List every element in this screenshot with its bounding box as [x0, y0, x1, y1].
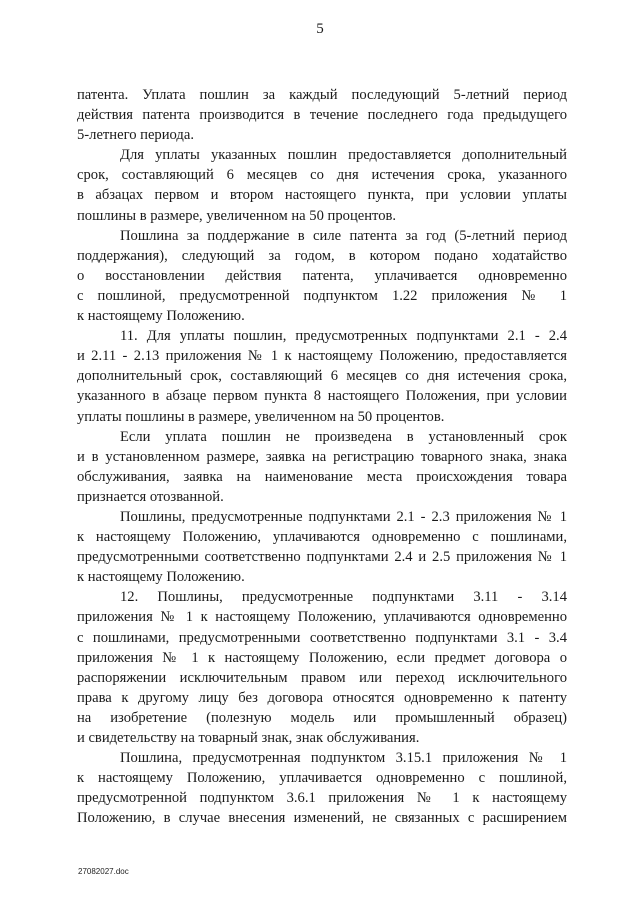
text-line: Положению, в случае внесения изменений, не связанных с расширением — [77, 810, 567, 827]
text-line: дополнительный срок, составляющий 6 месяцев со дня истечения срока, — [77, 368, 567, 385]
text-line: права к другому лицу без договора относятся одновременно к патенту — [77, 689, 567, 706]
paragraph — [77, 145, 567, 225]
text-line: Пошлина за поддержание в силе патента за год (5-летний период — [120, 227, 567, 244]
text-line: с пошлинами, предусмотренными соответственно подпунктами 3.1 - 3.4 — [77, 629, 567, 646]
text-line: обслуживания, заявка на наименование места происхождения товара — [77, 468, 567, 485]
paragraph — [77, 507, 567, 587]
text-line: предусмотренной подпунктом 3.6.1 приложения № 1 к настоящему — [77, 790, 567, 807]
page-number: 5 — [316, 21, 324, 37]
text-line: о восстановлении действия патента, уплачивается одновременно — [77, 267, 567, 284]
text-line: указанного в абзаце первом пункта 8 настоящего Положения, при условии — [77, 388, 567, 405]
text-line: и в установленном размере, заявка на регистрацию товарного знака, знака — [77, 448, 567, 465]
text-line: Пошлины, предусмотренные подпунктами 2.1 - 2.3 приложения № 1 — [120, 508, 567, 525]
text-line: действия патента производится в течение последнего года предыдущего — [77, 107, 567, 124]
text-line: Для уплаты указанных пошлин предоставляется дополнительный — [120, 147, 567, 164]
text-line: к настоящему Положению, уплачиваются одновременно с пошлинами, — [77, 529, 567, 546]
paragraph — [77, 326, 567, 426]
text-line: с пошлиной, предусмотренной подпунктом 1.22 приложения № 1 — [77, 287, 567, 304]
paragraph — [77, 85, 567, 145]
paragraph — [77, 587, 567, 748]
text-line: в абзацах первом и втором настоящего пункта, при условии уплаты — [77, 187, 567, 204]
text-line: признается отозванной. — [77, 488, 224, 505]
text-line: 12. Пошлины, предусмотренные подпунктами 3.11 - 3.14 — [120, 589, 567, 606]
paragraph — [77, 748, 567, 828]
document-body — [77, 85, 567, 828]
text-line: приложения № 1 к настоящему Положению, уплачиваются одновременно — [77, 609, 567, 626]
footer-filename: 27082027.doc — [78, 867, 129, 876]
text-line: распоряжении исключительным правом или переход исключительного — [77, 669, 567, 686]
text-line: Если уплата пошлин не произведена в установленный срок — [120, 428, 567, 445]
text-line: срок, составляющий 6 месяцев со дня истечения срока, указанного — [77, 167, 567, 184]
paragraph — [77, 226, 567, 326]
text-line: пошлины в размере, увеличенном на 50 процентов. — [77, 207, 397, 224]
text-line: уплаты пошлины в размере, увеличенном на 50 процентов. — [77, 408, 445, 425]
text-line: патента. Уплата пошлин за каждый последующий 5-летний период — [77, 87, 567, 103]
text-line: к настоящему Положению. — [77, 308, 245, 325]
text-line: и свидетельству на товарный знак, знак обслуживания. — [77, 730, 420, 746]
text-line: приложения № 1 к настоящему Положению, если предмет договора о — [77, 649, 567, 666]
text-line: к настоящему Положению, уплачивается одновременно с пошлиной, — [77, 770, 567, 787]
text-line: 5-летнего периода. — [77, 127, 194, 144]
text-line: и 2.11 - 2.13 приложения № 1 к настоящему Положению, предоставляется — [77, 348, 567, 365]
paragraph — [77, 427, 567, 507]
text-line: поддержания), следующий за годом, в котором подано ходатайство — [77, 247, 567, 264]
text-line: на изобретение (полезную модель или промышленный образец) — [77, 709, 567, 726]
text-line: предусмотренными соответственно подпунктами 2.4 и 2.5 приложения № 1 — [77, 549, 567, 566]
text-line: Пошлина, предусмотренная подпунктом 3.15.1 приложения № 1 — [120, 750, 567, 767]
text-line: 11. Для уплаты пошлин, предусмотренных подпунктами 2.1 - 2.4 — [120, 328, 567, 345]
text-line: к настоящему Положению. — [77, 569, 245, 586]
